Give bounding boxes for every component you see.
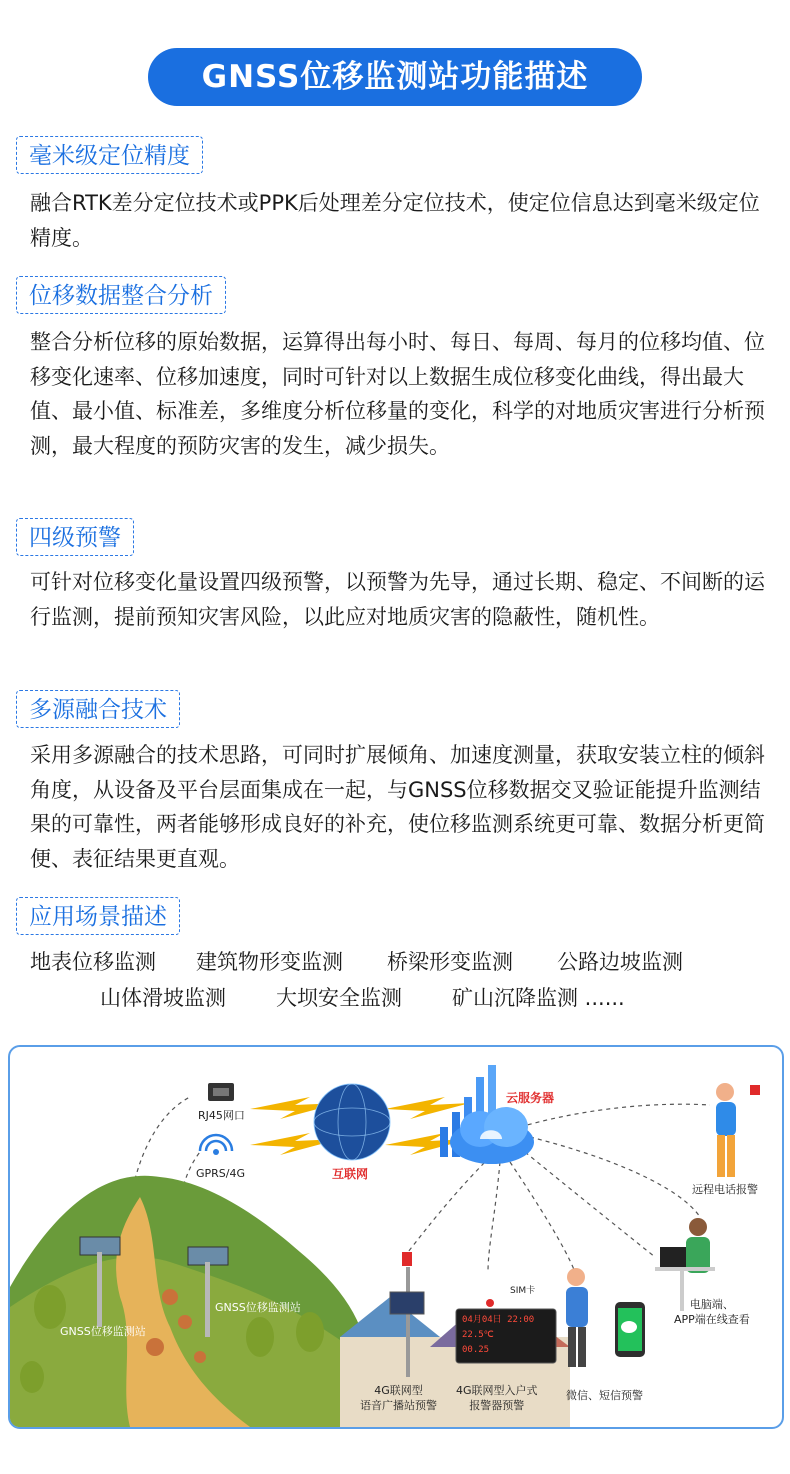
alarm-label [456, 1383, 538, 1413]
link-line [520, 1104, 710, 1127]
diagram-art [10, 1047, 782, 1427]
pc-app-label [674, 1297, 750, 1327]
scene-item: 矿山沉降监测 ...... [452, 986, 625, 1010]
led-line-date: 04月04日 22:00 [462, 1315, 535, 1325]
gprs-label: GPRS/4G [196, 1167, 246, 1180]
link-line [530, 1137, 700, 1217]
link-line [525, 1152, 655, 1257]
page-title: GNSS位移监测站功能描述 [148, 48, 642, 106]
broadcast-line: 4G联网型 [374, 1384, 423, 1397]
scene-list [30, 944, 770, 1016]
wifi-icon [200, 1135, 232, 1151]
section-label-fusion: 多源融合技术 [16, 690, 180, 728]
alarm-line: 4G联网型入户式 [456, 1384, 538, 1397]
station-left-label: GNSS位移监测站 [60, 1325, 146, 1338]
led-line-temp: 22.5℃ [462, 1330, 494, 1340]
sim-label: SIM卡 [510, 1286, 536, 1296]
pc-app-line: 电脑端、 [689, 1298, 734, 1311]
link-line [488, 1162, 500, 1272]
scene-item: 地表位移监测 [30, 950, 156, 974]
scene-item: 大坝安全监测 [276, 986, 402, 1010]
station-right-label: GNSS位移监测站 [215, 1301, 301, 1314]
scene-item: 桥梁形变监测 [387, 950, 513, 974]
section-body-precision: 融合RTK差分定位技术或PPK后处理差分定位技术，使定位信息达到毫米级定位精度。 [30, 191, 760, 250]
section-body-fusion: 采用多源融合的技术思路，可同时扩展倾角、加速度测量，获取安装立柱的倾斜角度，从设备及平台层面集成在一起，与GNSS位移数据交叉验证能提升监测结果的可靠性，两者能够形成良好的补充，使位移监测系统更可靠、数据分析更简便、表征结果更直观。 [30, 743, 765, 871]
alarm-line: 报警器预警 [469, 1399, 525, 1412]
led-readout [462, 1313, 552, 1358]
link-line [510, 1162, 575, 1272]
cloud-label: 云服务器 [506, 1091, 555, 1105]
cloud-server-icon [440, 1065, 534, 1164]
rj45-label: RJ45网口 [198, 1109, 245, 1122]
broadcast-line: 语音广播站预警 [360, 1399, 437, 1412]
section-label-scenes: 应用场景描述 [16, 897, 180, 935]
remote-phone-label: 远程电话报警 [692, 1183, 758, 1196]
section-label-warning: 四级预警 [16, 518, 134, 556]
section-body-warning: 可针对位移变化量设置四级预警，以预警为先导，通过长期、稳定、不间断的运行监测，提前预知灾害风险，以此应对地质灾害的隐蔽性，随机性。 [30, 570, 765, 629]
scene-item: 建筑物形变监测 [196, 950, 343, 974]
remote-phone-person-icon [716, 1083, 760, 1177]
led-line-value: 00.25 [462, 1345, 490, 1355]
scene-item: 公路边坡监测 [557, 950, 683, 974]
internet-label: 互联网 [332, 1167, 369, 1181]
wechat-phone-icon [615, 1302, 645, 1357]
pc-app-line: APP端在线查看 [674, 1313, 750, 1326]
system-diagram [8, 1045, 784, 1429]
section-body-analysis: 整合分析位移的原始数据，运算得出每小时、每日、每周、每月的位移均值、位移变化速率、位移加速度，同时可针对以上数据生成位移变化曲线，得出最大值、最小值、标准差，多维度分析位移量的变化，科学的对地质灾害进行分析预测，最大程度的预防灾害的发生，减少损失。 [30, 330, 765, 458]
section-label-analysis: 位移数据整合分析 [16, 276, 226, 314]
broadcast-label [360, 1383, 437, 1413]
scene-item: 山体滑坡监测 [100, 986, 226, 1010]
phone-user-icon [566, 1268, 588, 1367]
wechat-sms-label: 微信、短信预警 [566, 1389, 643, 1402]
section-label-precision: 毫米级定位精度 [16, 136, 203, 174]
link-line [408, 1157, 490, 1252]
